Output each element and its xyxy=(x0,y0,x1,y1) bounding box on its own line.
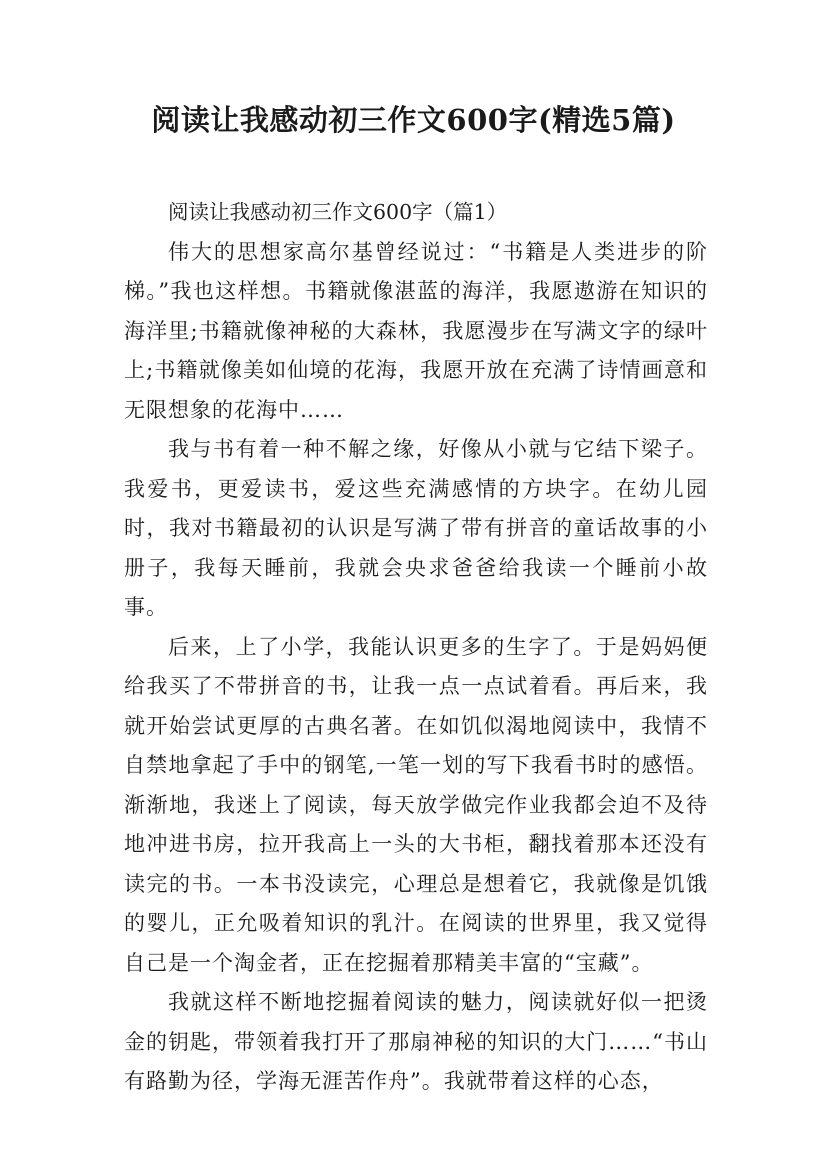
paragraph-2: 我与书有着一种不解之缘，好像从小就与它结下梁子。我爱书，更爱读书，爱这些充满感情的方块字。在幼儿园时，我对书籍最初的认识是写满了带有拼音的童话故事的小册子，我每天睡前，我就会央求爸爸给我读一个睡前小故事。 xyxy=(124,437,708,619)
paragraph-4: 我就这样不断地挖掘着阅读的魅力，阅读就好似一把烫金的钥匙，带领着我打开了那扇神秘的知识的大门……“书山有路勤为径，学海无涯苦作舟”。我就带着这样的心态， xyxy=(124,990,708,1093)
paragraph-3: 后来，上了小学，我能认识更多的生字了。于是妈妈便给我买了不带拼音的书，让我一点一点试着看。再后来，我就开始尝试更厚的古典名著。在如饥似渴地阅读中，我情不自禁地拿起了手中的钢笔,一笔一划的写下我看书时的感悟。渐渐地，我迷上了阅读，每天放学做完作业我都会迫不及待地冲进书房，拉开我高上一头的大书柜，翻找着那本还没有读完的书。一本书没读完，心理总是想着它，我就像是饥饿的婴儿，正允吸着知识的乳汁。在阅读的世界里，我又觉得自己是一个淘金者，正在挖掘着那精美丰富的“宝藏”。 xyxy=(124,634,708,975)
section-heading: 阅读让我感动初三作文600字（篇1） xyxy=(168,200,508,224)
document-title: 阅读让我感动初三作文600字(精选5篇) xyxy=(151,103,676,137)
paragraph-1: 伟大的思想家高尔基曾经说过：“书籍是人类进步的阶梯。”我也这样想。书籍就像湛蓝的海洋，我愿遨游在知识的海洋里;书籍就像神秘的大森林，我愿漫步在写满文字的绿叶上;书籍就像美如仙境的花海，我愿开放在充满了诗情画意和无限想象的花海中…… xyxy=(124,239,708,422)
document-body xyxy=(124,193,708,1102)
